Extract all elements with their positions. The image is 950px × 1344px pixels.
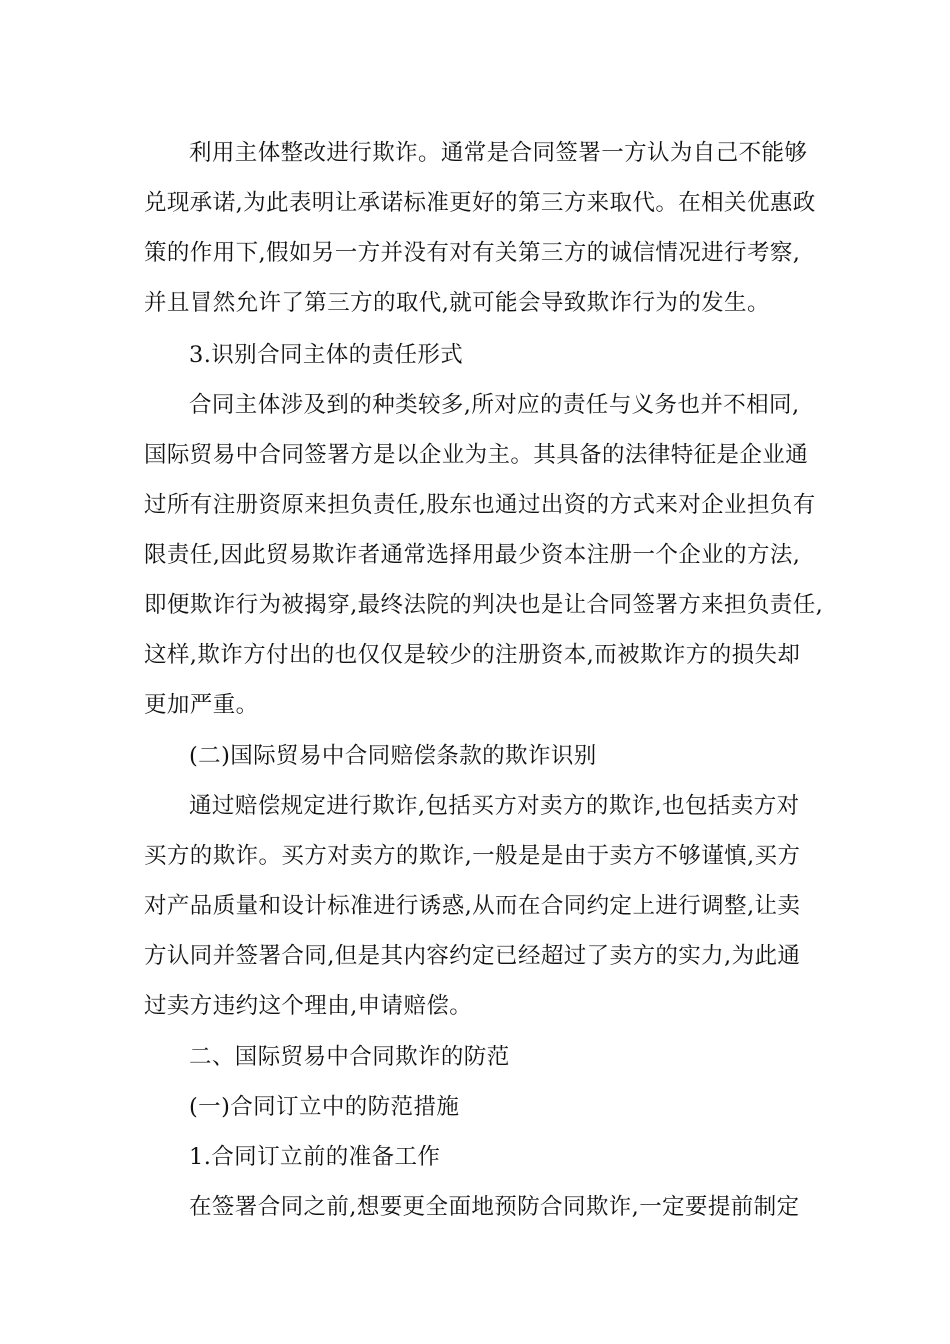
paragraph-line: 在签署合同之前,想要更全面地预防合同欺诈,一定要提前制定 <box>189 1194 800 1220</box>
paragraph-line: 更加严重。 <box>144 692 259 718</box>
paragraph-line: 利用主体整改进行欺诈。通常是合同签署一方认为自己不能够 <box>189 140 808 166</box>
paragraph-line: 买方的欺诈。买方对卖方的欺诈,一般是是由于卖方不够谨慎,买方 <box>144 843 801 869</box>
paragraph-line: 策的作用下,假如另一方并没有对有关第三方的诚信情况进行考察, <box>144 240 801 266</box>
paragraph-line: 方认同并签署合同,但是其内容约定已经超过了卖方的实力,为此通 <box>144 943 801 969</box>
paragraph-line: 兑现承诺,为此表明让承诺标准更好的第三方来取代。在相关优惠政 <box>144 190 816 216</box>
paragraph-line: 这样,欺诈方付出的也仅仅是较少的注册资本,而被欺诈方的损失却 <box>144 642 801 668</box>
paragraph-line: 并且冒然允许了第三方的取代,就可能会导致欺诈行为的发生。 <box>144 290 770 316</box>
section-heading: 3.识别合同主体的责任形式 <box>189 342 464 368</box>
paragraph-line: 过所有注册资原来担负责任,股东也通过出资的方式来对企业担负有 <box>144 492 816 518</box>
section-heading: (一)合同订立中的防范措施 <box>189 1094 460 1120</box>
paragraph-line: 过卖方违约这个理由,申请赔偿。 <box>144 993 473 1019</box>
section-heading: 二、国际贸易中合同欺诈的防范 <box>189 1044 510 1070</box>
paragraph-line: 通过赔偿规定进行欺诈,包括买方对卖方的欺诈,也包括卖方对 <box>189 793 800 819</box>
section-heading: (二)国际贸易中合同赔偿条款的欺诈识别 <box>189 743 597 769</box>
paragraph-line: 对产品质量和设计标准进行诱惑,从而在合同约定上进行调整,让卖 <box>144 893 801 919</box>
section-heading: 1.合同订立前的准备工作 <box>189 1144 441 1170</box>
paragraph-line: 合同主体涉及到的种类较多,所对应的责任与义务也并不相同, <box>189 392 800 418</box>
paragraph-line: 限责任,因此贸易欺诈者通常选择用最少资本注册一个企业的方法, <box>144 542 801 568</box>
paragraph-line: 国际贸易中合同签署方是以企业为主。其具备的法律特征是企业通 <box>144 442 809 468</box>
paragraph-line: 即便欺诈行为被揭穿,最终法院的判决也是让合同签署方来担负责任, <box>144 592 824 618</box>
